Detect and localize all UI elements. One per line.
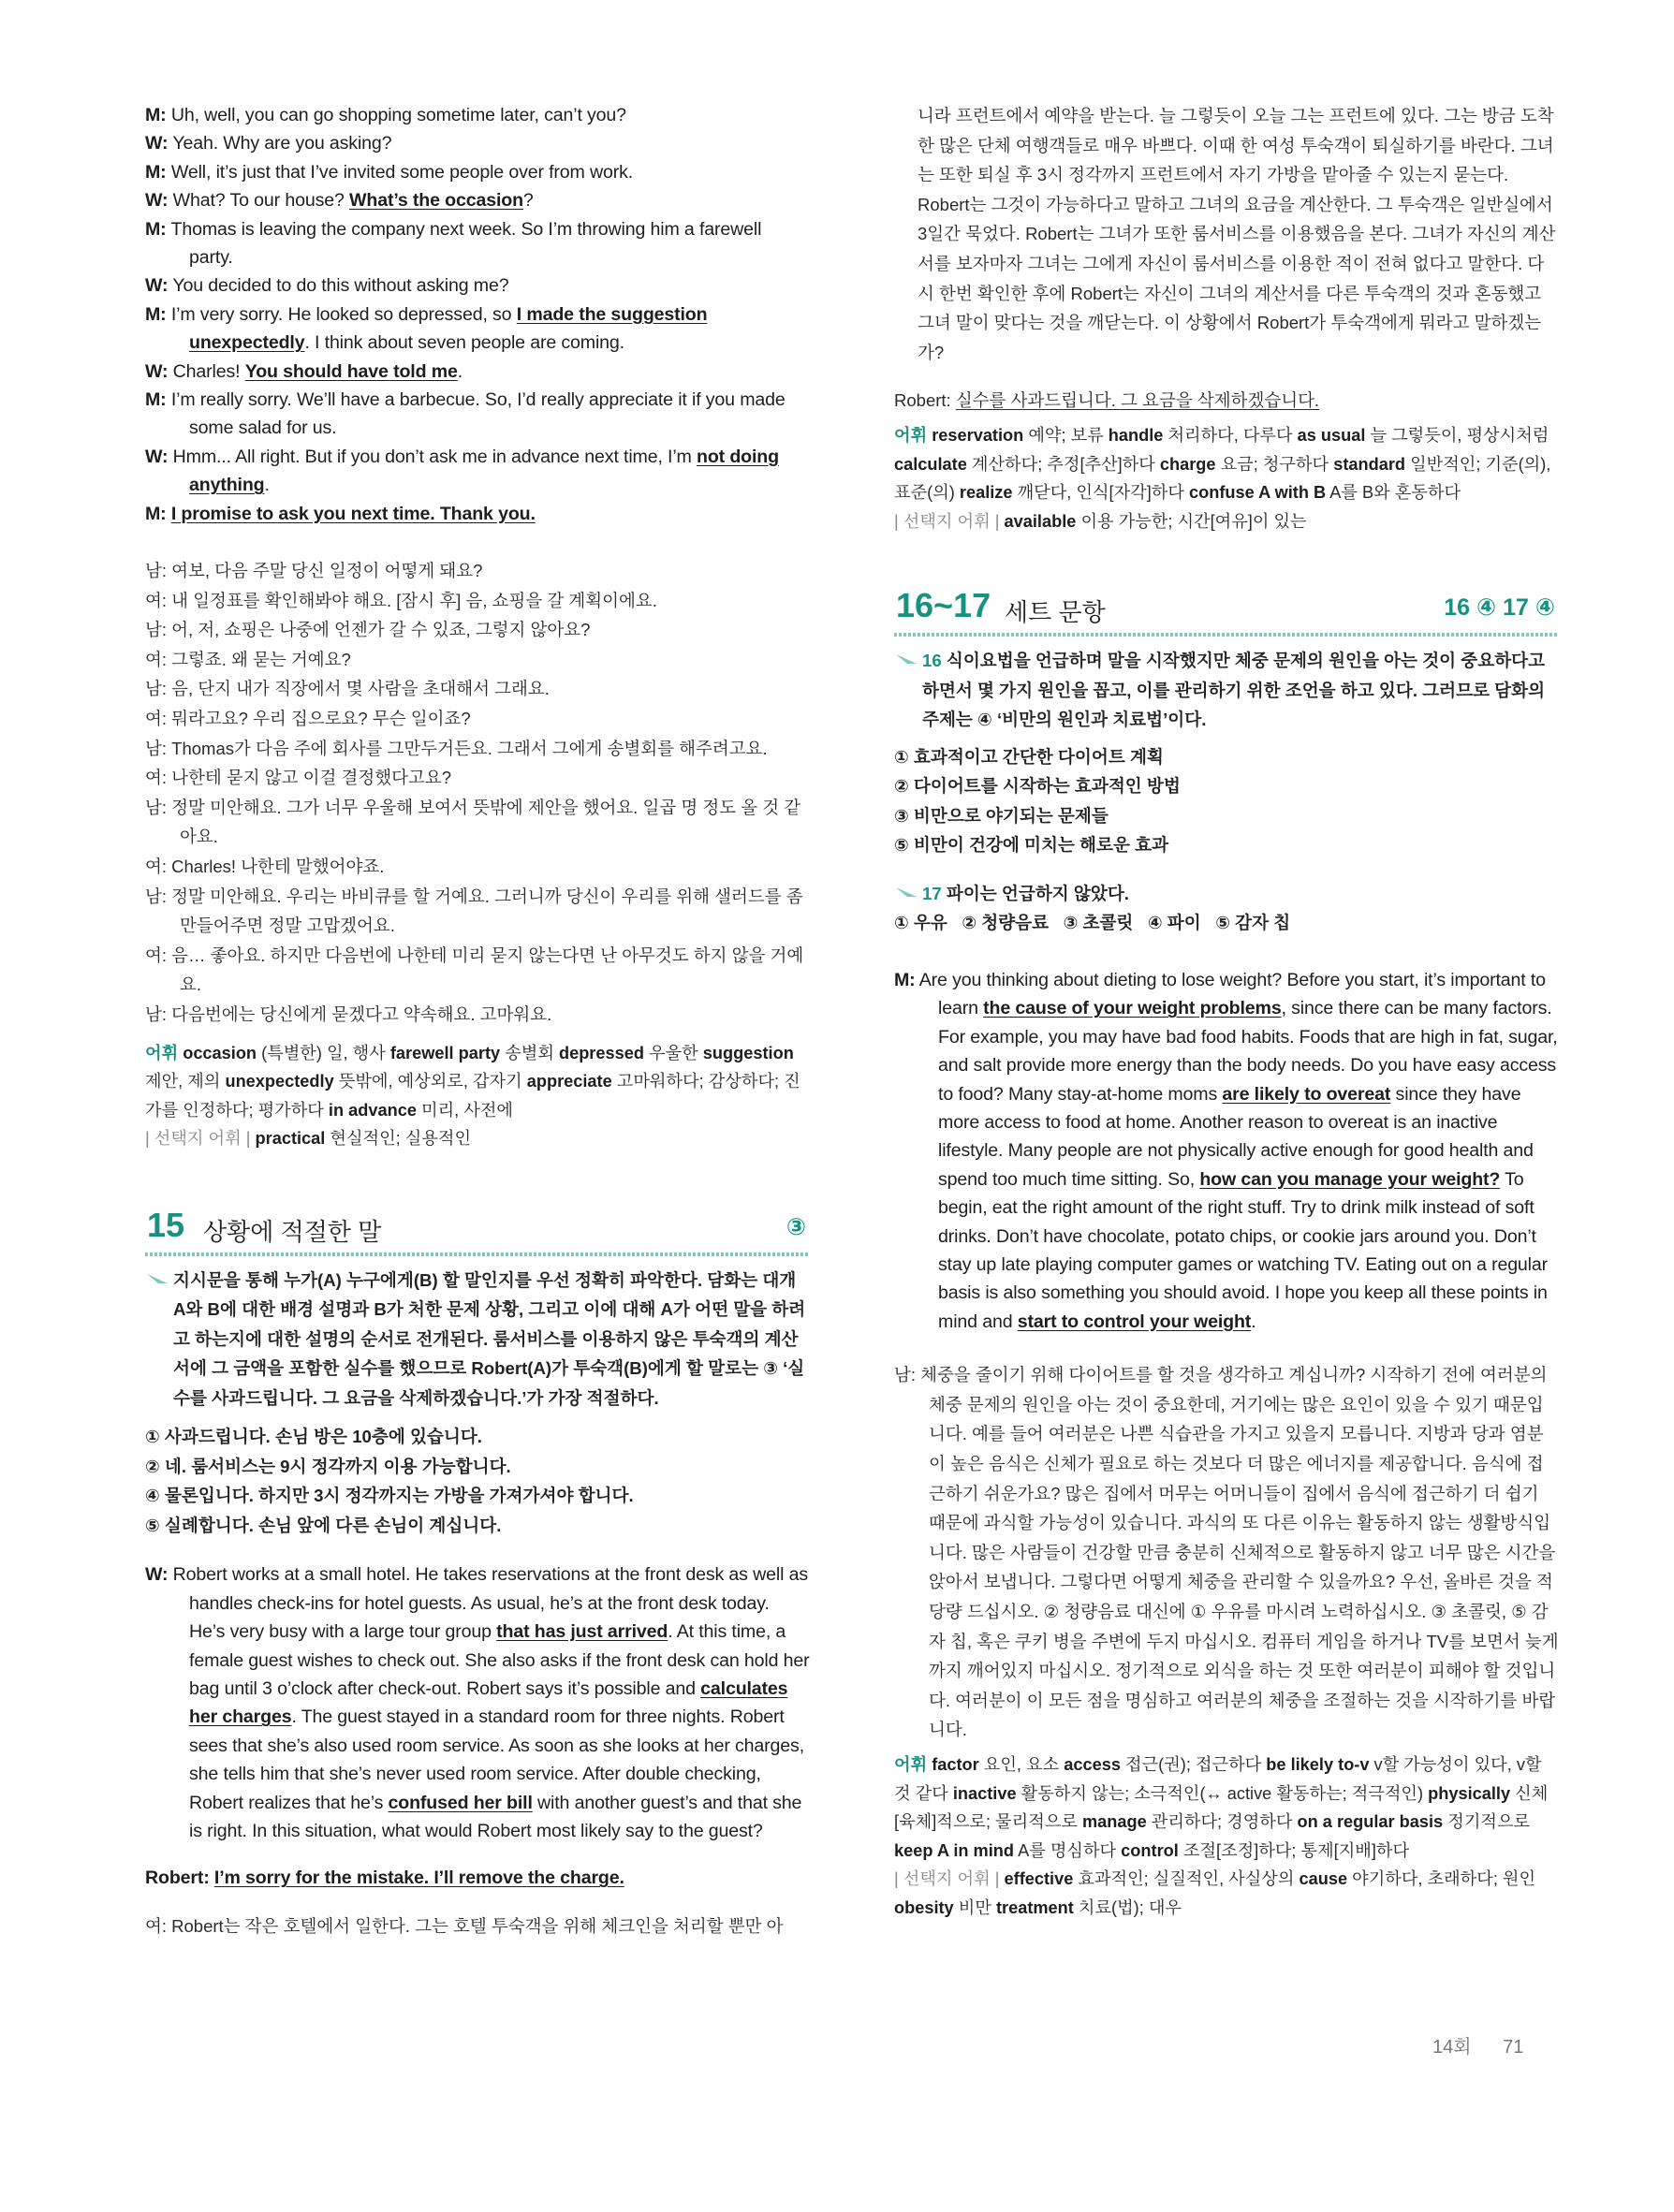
vocab-word: keep A in mind	[894, 1840, 1015, 1860]
option-item: ② 다이어트를 시작하는 효과적인 방법	[894, 776, 1181, 797]
korean-line: 여: 나한테 묻지 않고 이걸 결정했다고요?	[145, 768, 452, 788]
vocab-word: reservation	[932, 425, 1024, 445]
speaker: W:	[145, 275, 169, 297]
answer-mark: 16 ④ 17 ④	[1444, 594, 1555, 622]
vocab-meaning: 일반적인; 기준(의), 표준(의)	[894, 454, 1551, 503]
vocab-sub	[894, 1865, 1559, 1922]
vocab-word: control	[1121, 1840, 1179, 1860]
underlined-phrase: how can you manage your weight?	[1199, 1168, 1501, 1190]
left-column	[145, 101, 810, 1941]
explanation-16	[894, 646, 1559, 734]
vocab-word: occasion	[183, 1043, 257, 1062]
korean-line: 남: 음, 단지 내가 직장에서 몇 사람을 초대해서 그래요.	[145, 679, 550, 699]
question-15-header	[145, 1198, 810, 1254]
dialogue-line: M: I’m really sorry. We’ll have a barbecue. So, I’d really appreciate it if you made some salad for us.	[145, 389, 786, 439]
korean-line: 남: 정말 미안해요. 우리는 바비큐를 할 거예요. 그러니까 당신이 우리를 위해 샐러드를 좀 만들어주면 정말 고맙겠어요.	[145, 886, 803, 936]
underlined-phrase: that has just arrived	[496, 1621, 668, 1643]
answer-mark: ③	[786, 1213, 806, 1240]
speaker: M:	[145, 218, 167, 240]
vocab-word: calculate	[894, 454, 967, 474]
underlined-phrase: start to control your weight	[1017, 1311, 1252, 1332]
vocab-meaning: 늘 그렇듯이, 평상시처럼	[1370, 425, 1549, 445]
header-rule	[894, 633, 1559, 637]
option-item: ④ 물론입니다. 하지만 3시 정각까지는 가방을 가져가셔야 합니다.	[145, 1486, 634, 1506]
vocab-word: confuse A with B	[1188, 483, 1327, 503]
vocab-meaning: 이용 가능한; 시간[여유]이 있는	[1080, 511, 1307, 531]
vocab-word: farewell party	[389, 1043, 501, 1062]
dialogue-english	[145, 101, 810, 528]
dialogue-line: W: Yeah. Why are you asking?	[145, 133, 392, 154]
korean-line: 여: 그렇죠. 왜 묻는 거예요?	[145, 649, 351, 669]
pen-marker-icon	[894, 885, 918, 900]
vocab-word: access	[1064, 1754, 1121, 1774]
dialogue-line: M: I’m very sorry. He looked so depressed, so I made the suggestion unexpectedly. I think about seven people are coming.	[145, 303, 708, 354]
options-15	[145, 1422, 810, 1540]
korean-translation-16-17: 남: 체중을 줄이기 위해 다이어트를 할 것을 생각하고 계십니까? 시작하기 전에 여러분의 체중 문제의 원인을 아는 것이 중요한데, 거기에는 많은 요인이 있을 수 있기 때문입니다. 예를 들어 여러분은 나쁜 식습관을 가지고 있을지 모릅니다. 지방과 당과 염분이 높은 음식은 신체가 필요로 하는 것보다 더 많은 에너지를 제공합니다. 음식에 접근하기 쉬운가요? 많은 집에서 머무는 어머니들이 집에서 음식에 접근하기 더 쉽기 때문에 과식할 가능성이 있습니다. 과식의 또 다른 이유는 활동하지 않는 생활방식입니다. 많은 사람들이 건강할 만큼 충분히 신체적으로 활동하지 않고 너무 많은 시간을 앉아서 보냅니다. 그렇다면 어떻게 체중을 관리할 수 있을까요? 우선, 올바른 것을 적당량 드십시오. ② 청량음료 대신에 ① 우유를 마시려 노력하십시오. ③ 초콜릿, ⑤ 감자 칩, 혹은 쿠키 병을 주변에 두지 마십시오. 컴퓨터 게임을 하거나 TV를 보면서 늦게까지 깨어있지 마십시오. 정기적으로 외식을 하는 것 또한 여러분이 피해야 할 것입니다. 여러분이 이 모든 점을 명심하고 여러분의 체중을 조절하는 것을 시작하기를 바랍니다.	[894, 1365, 1559, 1740]
vocab-word: cause	[1299, 1869, 1348, 1889]
dialogue-line: M: Well, it’s just that I’ve invited some people over from work.	[145, 161, 634, 183]
vocab-box-14	[145, 1039, 810, 1153]
pen-marker-icon	[145, 1271, 169, 1286]
vocab-word: suggestion	[702, 1043, 794, 1062]
option-item: ① 사과드립니다. 손님 방은 10층에 있습니다.	[145, 1427, 482, 1446]
korean-line: 남: 정말 미안해요. 그가 너무 우울해 보여서 뜻밖에 제안을 했어요. 일곱 명 정도 올 것 같아요.	[145, 797, 801, 847]
vocab-word: practical	[255, 1129, 326, 1149]
answer-text: I’m sorry for the mistake. I’ll remove the charge.	[213, 1868, 624, 1889]
vocab-word: standard	[1333, 454, 1406, 474]
vocab-tag: 어휘	[145, 1043, 179, 1062]
vocab-meaning: 현실적인; 실용적인	[330, 1129, 472, 1149]
option-item: ① 효과적이고 간단한 다이어트 계획	[894, 746, 1164, 767]
question-number: 15	[147, 1205, 185, 1244]
vocab-word: as usual	[1297, 425, 1366, 445]
option-item: ② 네. 룸서비스는 9시 정각까지 이용 가능합니다.	[145, 1456, 511, 1476]
korean-line: 여: Charles! 나한테 말했어야죠.	[145, 857, 385, 877]
explanation-17	[894, 879, 1559, 908]
vocab-word: in advance	[328, 1100, 417, 1120]
vocab-word: physically	[1428, 1783, 1511, 1803]
speaker: W:	[145, 360, 169, 382]
vocab-tag: 어휘	[894, 1754, 928, 1774]
speaker: Robert:	[145, 1868, 210, 1889]
vocab-meaning: 미리, 사전에	[421, 1100, 513, 1120]
vocab-meaning: 요금; 청구하다	[1220, 454, 1329, 474]
script-paragraph: W: Robert works at a small hotel. He takes reservations at the front desk as well as handles check-ins for hotel guests. As usual, he’s at the front desk today. He’s very busy with a large tour group that has just arrived. At this time, a female guest wishes to check out. She also asks if the front desk can hold her bag until 3 o’clock after check-out. Robert says it’s possible and calculates her charges. The guest stayed in a standard room for three nights. Robert sees that she’s also used room service. As soon as she looks at her charges, she tells him that she’s never used room service. After double checking, Robert realizes that he’s confused her bill with another guest’s and that she is right. In this situation, what would Robert most likely say to the guest?	[145, 1564, 810, 1842]
underlined-phrase: I made the suggestion unexpectedly	[189, 303, 708, 354]
vocab-meaning: 활동하지 않는; 소극적인(↔ active 활동하는; 적극적인)	[1021, 1783, 1424, 1803]
vocab-word: obesity	[894, 1897, 954, 1917]
underlined-phrase: I promise to ask you next time. Thank you.	[170, 503, 536, 524]
vocab-meaning: A를 명심하다	[1018, 1840, 1117, 1860]
explanation-number: 16	[922, 651, 942, 671]
vocab-word: unexpectedly	[225, 1072, 334, 1091]
korean-line: 여: 내 일정표를 확인해봐야 해요. [잠시 후] 음, 쇼핑을 갈 계획이에요.	[145, 590, 657, 610]
header-rule	[145, 1252, 810, 1256]
underlined-phrase: You should have told me	[244, 360, 458, 382]
dialogue-line: W: What? To our house? What’s the occasion?	[145, 190, 534, 212]
option-item: ③ 비만으로 야기되는 문제들	[894, 805, 1109, 826]
speaker: M:	[145, 503, 167, 524]
korean-line: 여: 뭐라고요? 우리 집으로요? 무슨 일이죠?	[145, 709, 471, 729]
speaker: W:	[145, 446, 169, 467]
vocab-meaning: 조절[조정]하다; 통제[지배]하다	[1182, 1840, 1410, 1860]
explanation-text: 식이요법을 언급하며 말을 시작했지만 체중 문제의 원인을 아는 것이 중요하다고 하면서 몇 가지 원인을 꼽고, 이를 관리하기 위한 조언을 하고 있다. 그러므로 담화의 주제는 ④ ‘비만의 원인과 치료법’이다.	[922, 651, 1546, 730]
vocab-word: factor	[932, 1754, 979, 1774]
vocab-word: realize	[959, 483, 1013, 503]
speaker: W:	[145, 133, 169, 154]
vocab-word: inactive	[952, 1783, 1017, 1803]
vocab-sub-tag: | 선택지 어휘 |	[894, 1869, 1000, 1889]
vocab-meaning: 효과적인; 실질적인, 사실상의	[1078, 1869, 1295, 1889]
vocab-meaning: 제안, 제의	[145, 1072, 221, 1091]
explanation-text: 지시문을 통해 누가(A) 누구에게(B) 할 말인지를 우선 정확히 파악한다. 담화는 대개 A와 B에 대한 배경 설명과 B가 처한 문제 상황, 그리고 이에 대해 A가 어떤 말을 하려고 하는지에 대한 설명의 순서로 전개된다. 룸서비스를 이용하지 않은 투숙객의 계산서에 그 금액을 포함한 실수를 했으므로 Robert(A)가 투숙객(B)에게 할 말로는 ③ ‘실수를 사과드립니다. 그 요금을 삭제하겠습니다.’가 가장 적절하다.	[173, 1269, 806, 1408]
vocab-sub	[894, 507, 1559, 536]
vocab-word: charge	[1159, 454, 1216, 474]
korean-line: 남: 여보, 다음 주말 당신 일정이 어떻게 돼요?	[145, 561, 483, 581]
speaker: M:	[145, 105, 167, 125]
speaker: W:	[145, 1564, 169, 1586]
vocab-text	[894, 1751, 1559, 1865]
question-title: 상황에 적절한 말	[203, 1217, 382, 1246]
explanation-number: 17	[922, 883, 942, 903]
speaker: W:	[145, 190, 169, 212]
vocab-meaning: 치료(법); 대우	[1078, 1897, 1182, 1917]
vocab-meaning: 송별회	[505, 1043, 554, 1062]
vocab-meaning: A를 B와 혼동하다	[1329, 483, 1461, 503]
question-title: 세트 문항	[1005, 598, 1106, 627]
korean-translation-15-cont: 니라 프런트에서 예약을 받는다. 늘 그렇듯이 오늘 그는 프런트에 있다. 그는 방금 도착한 많은 단체 여행객들로 매우 바쁘다. 이때 한 여성 투숙객이 퇴실하기를 바란다. 그녀는 또한 퇴실 후 3시 정각까지 프런트에서 자기 가방을 맡아줄 수 있는지 묻는다. Robert는 그것이 가능하다고 말하고 그녀의 요금을 계산한다. 그 투숙객은 일반실에서 3일간 묵었다. Robert는 그녀가 또한 룸서비스를 이용했음을 본다. 그녀가 자신의 계산서를 보자마자 그녀는 그에게 자신이 룸서비스를 이용한 적이 전혀 없다고 말한다. 다시 한번 확인한 후에 Robert는 자신이 그녀의 계산서를 다른 투숙객의 것과 혼동했고 그녀 말이 맞다는 것을 깨닫는다. 이 상황에서 Robert가 투숙객에게 뭐라고 말하겠는가?	[918, 106, 1556, 362]
vocab-word: manage	[1081, 1812, 1147, 1832]
page-number: 71	[1503, 2037, 1524, 2058]
dialogue-line	[145, 500, 810, 528]
vocab-word: handle	[1108, 425, 1164, 445]
vocab-text	[145, 1039, 810, 1125]
vocab-meaning: 뜻밖에, 예상외로, 갑자기	[338, 1072, 522, 1091]
speaker: M:	[145, 303, 167, 325]
options-16	[894, 742, 1559, 860]
vocab-meaning: 관리하다; 경영하다	[1151, 1812, 1293, 1832]
underlined-phrase: the cause of your weight problems	[983, 998, 1282, 1019]
dialogue-line: W: You decided to do this without asking me?	[145, 275, 509, 297]
vocab-meaning: 정기적으로	[1447, 1812, 1531, 1832]
dialogue-line: M: Uh, well, you can go shopping sometime later, can’t you?	[145, 105, 626, 125]
vocab-sub-tag: | 선택지 어휘 |	[894, 511, 1000, 531]
right-column	[894, 101, 1559, 1922]
answer-text: 실수를 사과드립니다. 그 요금을 삭제하겠습니다.	[955, 390, 1320, 411]
unit-label: 14회	[1432, 2037, 1472, 2058]
vocab-meaning: 비만	[958, 1897, 991, 1917]
vocab-word: be likely to-v	[1266, 1754, 1370, 1774]
speaker: M:	[145, 389, 167, 411]
korean-translation-15: 여: Robert는 작은 호텔에서 일한다. 그는 호텔 투숙객을 위해 체크인을 처리할 뿐만 아	[145, 1915, 784, 1936]
korean-line: 여: 음… 좋아요. 하지만 다음번에 나한테 미리 묻지 않는다면 난 아무것도 하지 않을 거예요.	[145, 945, 804, 995]
speaker: Robert:	[894, 390, 951, 411]
vocab-meaning: 계산하다; 추정[추산]하다	[971, 454, 1155, 474]
vocab-text	[894, 421, 1559, 507]
explanation-15	[145, 1266, 810, 1413]
options-17: ① 우유 ② 청량음료 ③ 초콜릿 ④ 파이 ⑤ 감자 칩	[894, 913, 1291, 933]
vocab-word: treatment	[995, 1897, 1074, 1917]
vocab-meaning: 고마워하다; 감상하다; 진가를 인정하다; 평가하다	[145, 1072, 800, 1120]
underlined-phrase: not doing anything	[189, 446, 779, 496]
vocab-box-15	[894, 421, 1559, 535]
vocab-meaning: 예약; 보류	[1028, 425, 1104, 445]
dialogue-line: M: Thomas is leaving the company next week. So I’m throwing him a farewell party.	[145, 218, 762, 269]
dialogue-line: W: Charles! You should have told me.	[145, 360, 463, 382]
vocab-meaning: 처리하다, 다루다	[1167, 425, 1293, 445]
vocab-meaning: 깨닫다, 인식[자각]하다	[1017, 483, 1184, 503]
script-paragraph: M: Are you thinking about dieting to lose weight? Before you start, it’s important to learn the cause of your weight problems, since there can be many factors. For example, you may have bad food habits. Foods that are high in fat, sugar, and salt provide more energy than the body needs. Do you have easy access to food? Many stay-at-home moms are likely to overeat since they have more access to food at home. Another reason to overeat is an inactive lifestyle. Many people are not physically active enough for good health and spend too much time sitting. So, how can you manage your weight? To begin, eat the right amount of the right stuff. Try to drink milk instead of soft drinks. Don’t have chocolate, potato chips, or cookie jars around you. Don’t stay up late playing computer games or watching TV. Eating out on a regular basis is also something you should avoid. I hope you keep all these points in mind and start to control your weight.	[894, 969, 1558, 1332]
vocab-meaning: 접근(권); 접근하다	[1125, 1754, 1262, 1774]
vocab-meaning: 신체[육체]적으로; 물리적으로	[894, 1783, 1549, 1832]
vocab-meaning: v할 가능성이 있다, v할 것 같다	[894, 1754, 1542, 1803]
vocab-word: available	[1004, 511, 1077, 531]
answer-line-15	[145, 1864, 810, 1892]
question-number: 16~17	[896, 586, 991, 625]
vocab-box-16-17	[894, 1751, 1559, 1923]
vocab-meaning: (특별한) 일, 행사	[261, 1043, 386, 1062]
vocab-meaning: 우울한	[649, 1043, 698, 1062]
page-footer	[1432, 2031, 1523, 2058]
script-15	[145, 1560, 810, 1845]
vocab-sub	[145, 1124, 810, 1153]
vocab-word: effective	[1004, 1869, 1074, 1889]
korean-answer-15	[894, 386, 1559, 416]
vocab-sub-tag: | 선택지 어휘 |	[145, 1129, 251, 1149]
speaker: M:	[894, 969, 916, 990]
vocab-tag: 어휘	[894, 425, 928, 445]
dialogue-korean	[145, 556, 810, 1030]
vocab-word: depressed	[558, 1043, 644, 1062]
option-item: ⑤ 실례합니다. 손님 앞에 다른 손님이 계십니다.	[145, 1515, 502, 1535]
korean-line: 남: 다음번에는 당신에게 묻겠다고 약속해요. 고마워요.	[145, 1004, 552, 1024]
vocab-meaning: 요인, 요소	[983, 1754, 1060, 1774]
speaker: M:	[145, 161, 167, 183]
question-16-17-header	[894, 579, 1559, 635]
option-item: ⑤ 비만이 건강에 미치는 해로운 효과	[894, 835, 1169, 856]
underlined-phrase: What’s the occasion	[349, 190, 523, 212]
underlined-phrase: calculates her charges	[189, 1678, 788, 1728]
vocab-word: appreciate	[526, 1072, 612, 1091]
korean-line: 남: Thomas가 다음 주에 회사를 그만두거든요. 그래서 그에게 송별회를 해주려고요.	[145, 738, 768, 758]
underlined-phrase: are likely to overeat	[1222, 1083, 1391, 1105]
vocab-meaning: 야기하다, 초래하다; 원인	[1352, 1869, 1536, 1889]
vocab-word: on a regular basis	[1297, 1812, 1444, 1832]
pen-marker-icon	[894, 652, 918, 667]
explanation-text: 파이는 언급하지 않았다.	[946, 883, 1129, 903]
script-16-17	[894, 966, 1559, 1336]
korean-line: 남: 어, 저, 쇼핑은 나중에 언젠가 갈 수 있죠, 그렇지 않아요?	[145, 620, 591, 640]
dialogue-line: W: Hmm... All right. But if you don’t ask me in advance next time, I’m not doing anything.	[145, 446, 779, 496]
underlined-phrase: confused her bill	[388, 1792, 533, 1813]
